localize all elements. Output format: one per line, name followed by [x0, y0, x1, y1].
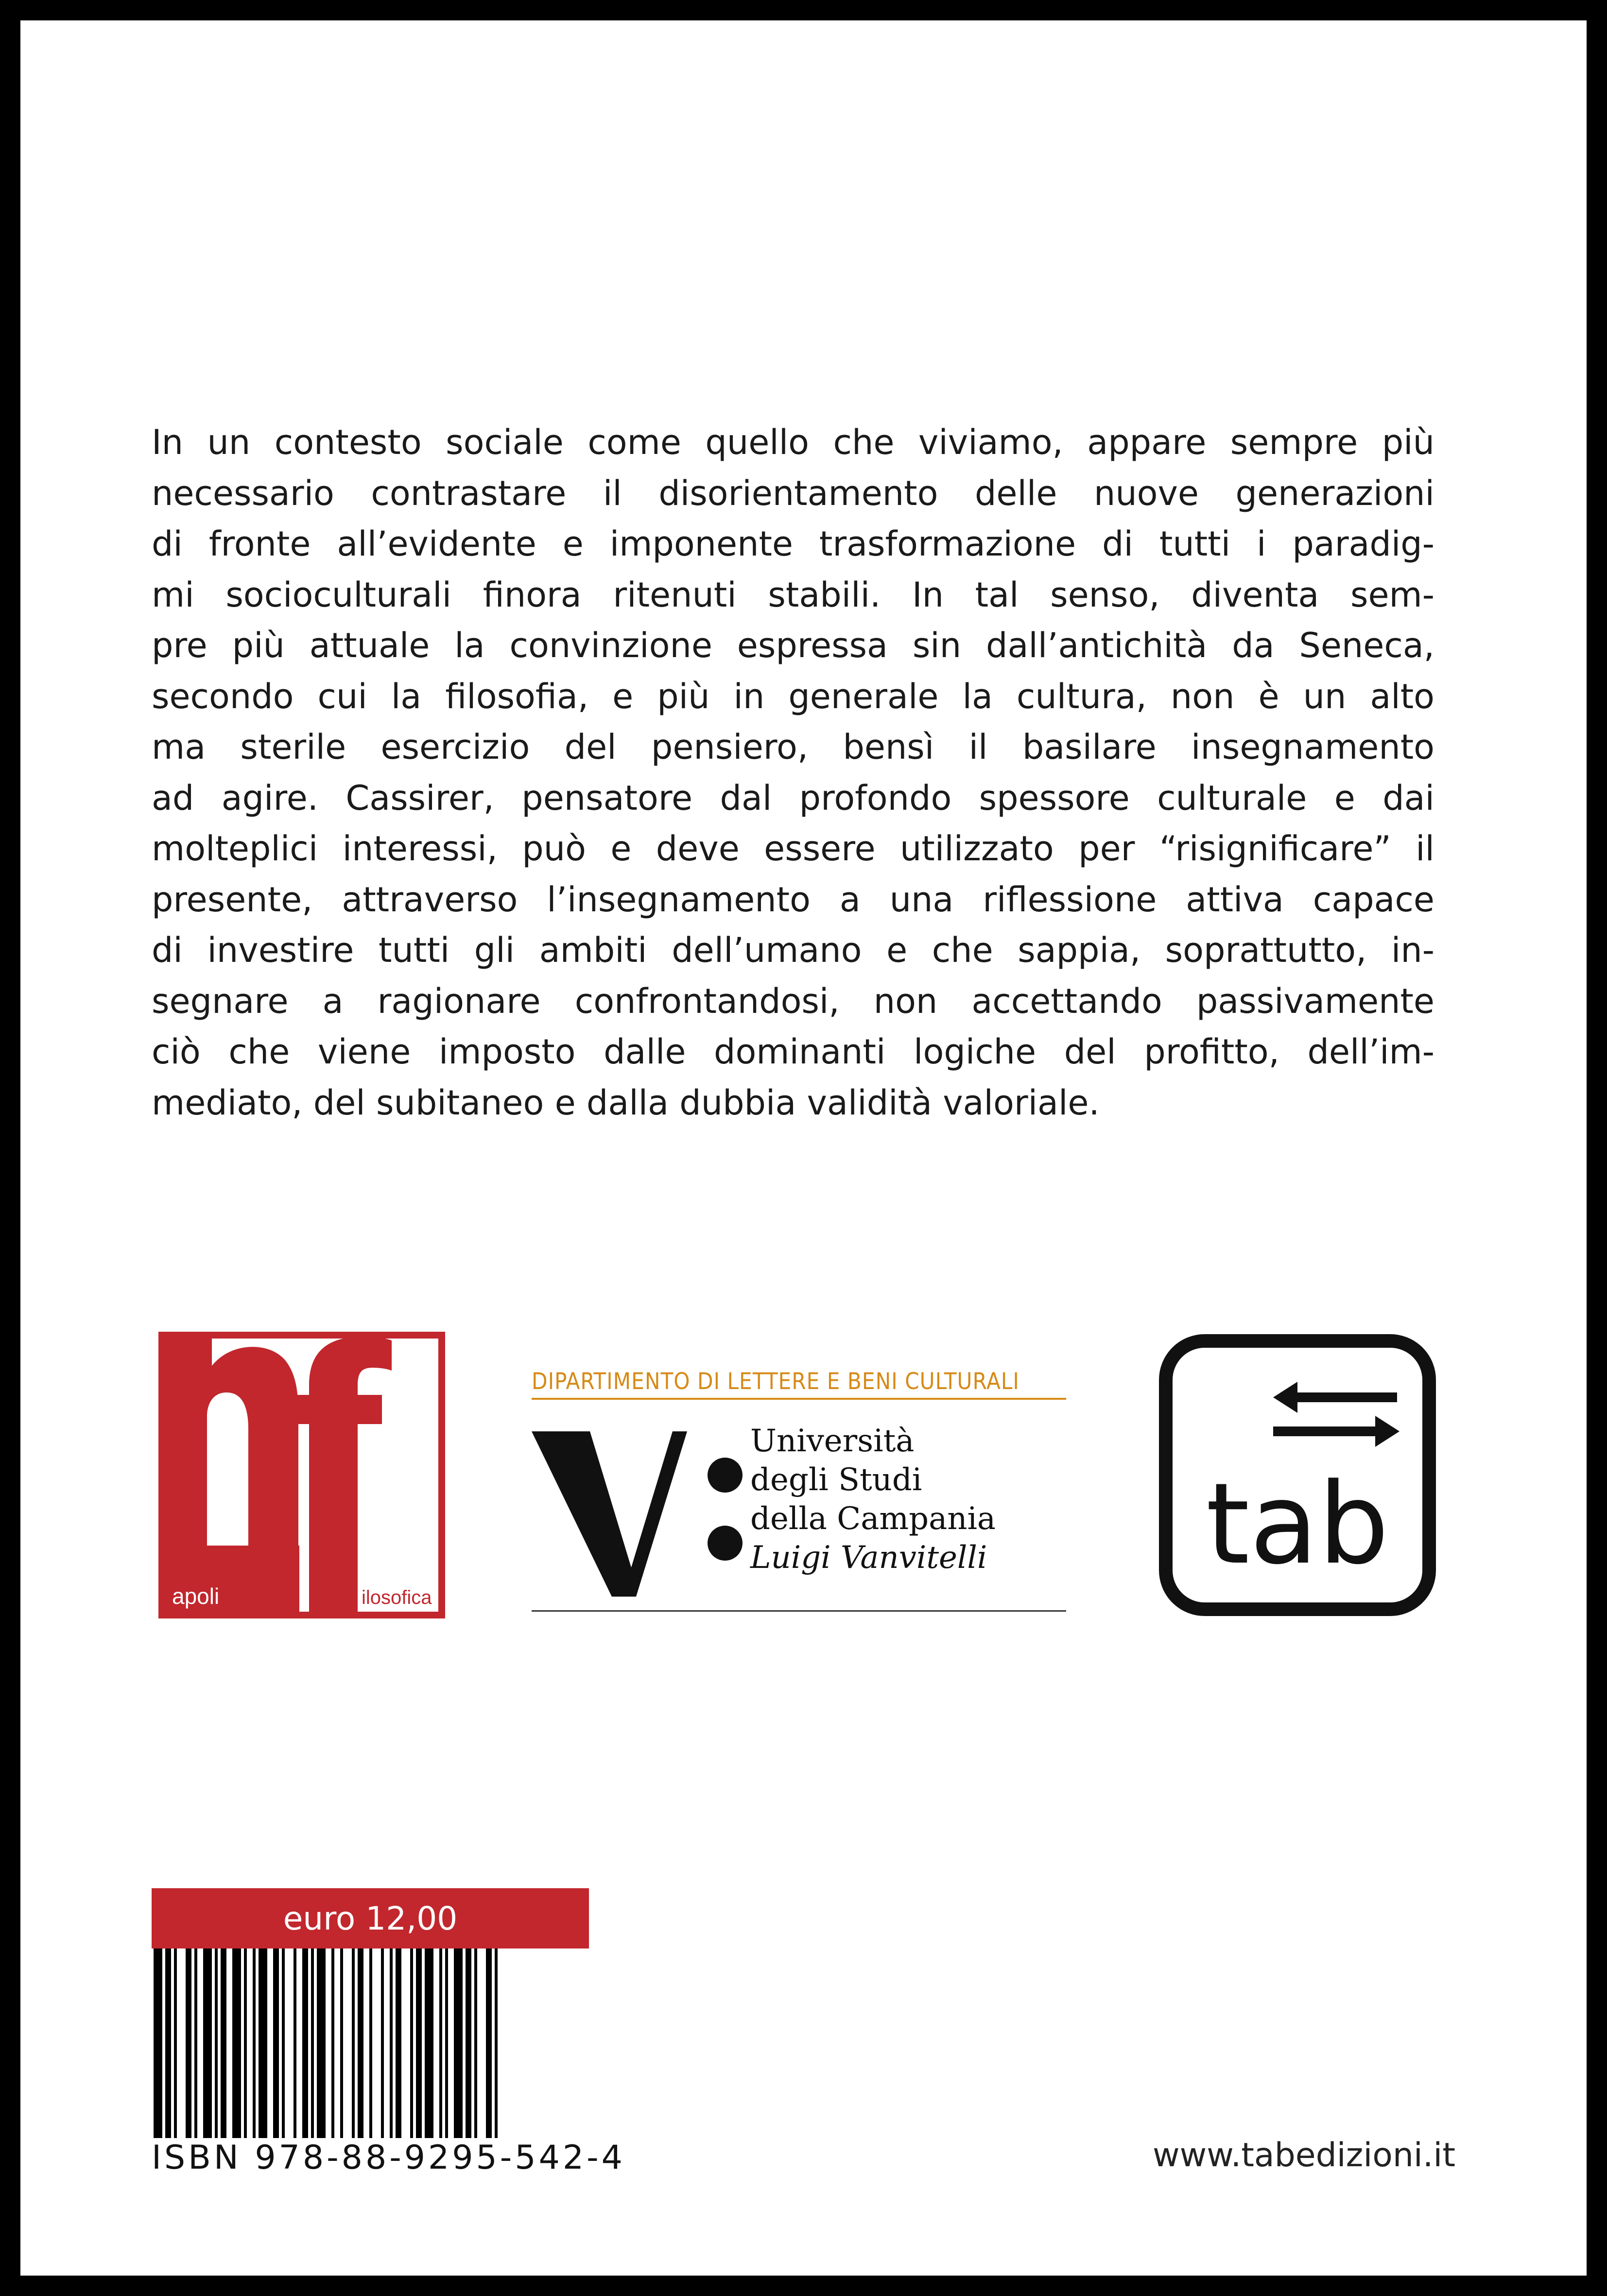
barcode [152, 1948, 589, 2138]
barcode-bar [396, 1948, 401, 2138]
blurb-line: mediato, del subitaneo e dalla dubbia validità valoriale. [152, 1082, 1100, 1123]
blurb-line: ad agire. Cassirer, pensatore dal profondo spessore culturale e dai [152, 778, 1434, 818]
barcode-bar [369, 1948, 372, 2138]
barcode-bar [340, 1948, 343, 2138]
barcode-bar [174, 1948, 177, 2138]
blurb-line: mi socioculturali finora ritenuti stabili. In tal senso, diventa sem- [152, 574, 1434, 615]
blurb-line: di investire tutti gli ambiti dell’umano e che sappia, soprattutto, in- [152, 930, 1434, 970]
barcode-bar [221, 1948, 226, 2138]
university-line: della Campania [750, 1501, 996, 1537]
blurb-line: ma sterile esercizio del pensiero, bensì il basilare insegnamento [152, 727, 1434, 767]
publisher-website: www.tabedizioni.it [1153, 2136, 1455, 2174]
barcode-bar [425, 1948, 433, 2138]
blurb-line: necessario contrastare il disorientamento delle nuove generazioni [152, 473, 1434, 513]
barcode-bar [454, 1948, 463, 2138]
blurb-line: secondo cui la filosofia, e più in generale la cultura, non è un alto [152, 676, 1434, 716]
barcode-bar [203, 1948, 212, 2138]
blurb-line: segnare a ragionare confrontandosi, non accettando passivamente [152, 981, 1434, 1021]
university-line: Università [750, 1423, 915, 1459]
department-name: DIPARTIMENTO DI LETTERE E BENI CULTURALI [532, 1368, 1066, 1400]
blurb-line: presente, attraverso l’insegnamento a una riflessione attiva capace [152, 879, 1434, 920]
blurb-line: di fronte all’evidente e imponente trasformazione di tutti i paradig- [152, 524, 1434, 564]
barcode-bar [439, 1948, 442, 2138]
vanvitelli-v-icon [532, 1422, 745, 1606]
barcode-bar [244, 1948, 247, 2138]
university-name [750, 1422, 1081, 1577]
barcode-bar [410, 1948, 413, 2138]
barcode-bar [302, 1948, 308, 2138]
barcode-bar [331, 1948, 334, 2138]
university-logo [532, 1368, 1086, 1621]
swap-arrows-icon [1273, 1382, 1400, 1447]
barcode-bar [165, 1948, 171, 2138]
barcode-bar [259, 1948, 267, 2138]
barcode-bar [273, 1948, 279, 2138]
tab-logo-label: tab [1206, 1460, 1389, 1589]
barcode-bar [232, 1948, 241, 2138]
university-line: Luigi Vanvitelli [750, 1540, 987, 1576]
blurb-line: molteplici interessi, può e deve essere utilizzato per “risignificare” il [152, 829, 1434, 869]
blurb-line: pre più attuale la convinzione espressa sin dall’antichità da Seneca, [152, 626, 1434, 665]
barcode-bar [445, 1948, 448, 2138]
barcode-bar [311, 1948, 314, 2138]
barcode-bar [466, 1948, 471, 2138]
barcode-bar [416, 1948, 422, 2138]
university-line: degli Studi [750, 1462, 922, 1498]
price-label: euro 12,00 [152, 1888, 589, 1948]
barcode-bar [215, 1948, 218, 2138]
barcode-bar [358, 1948, 363, 2138]
barcode-bar [317, 1948, 326, 2138]
napoli-filosofica-logo [158, 1332, 445, 1618]
barcode-bar [352, 1948, 355, 2138]
barcode-bar [186, 1948, 191, 2138]
barcode-bar [390, 1948, 393, 2138]
barcode-bar [294, 1948, 296, 2138]
blurb-line: ciò che viene imposto dalle dominanti logiche del profitto, dell’im- [152, 1032, 1434, 1072]
barcode-bar [154, 1948, 162, 2138]
nf-logo-word1: apoli [172, 1583, 220, 1609]
barcode-bar [381, 1948, 384, 2138]
barcode-bar [495, 1948, 498, 2138]
barcode-bar [486, 1948, 492, 2138]
nf-logo-word2: ilosofica [362, 1587, 432, 1608]
barcode-bar [282, 1948, 285, 2138]
blurb-line: In un contesto sociale come quello che viviamo, appare sempre più [152, 422, 1434, 462]
barcode-bar [253, 1948, 256, 2138]
barcode-bar [194, 1948, 197, 2138]
tab-publisher-logo [1159, 1334, 1436, 1616]
divider [532, 1610, 1066, 1612]
back-cover-blurb [152, 417, 1434, 1128]
barcode-bar [474, 1948, 477, 2138]
isbn-number: ISBN 978-88-9295-542-4 [152, 2139, 625, 2177]
